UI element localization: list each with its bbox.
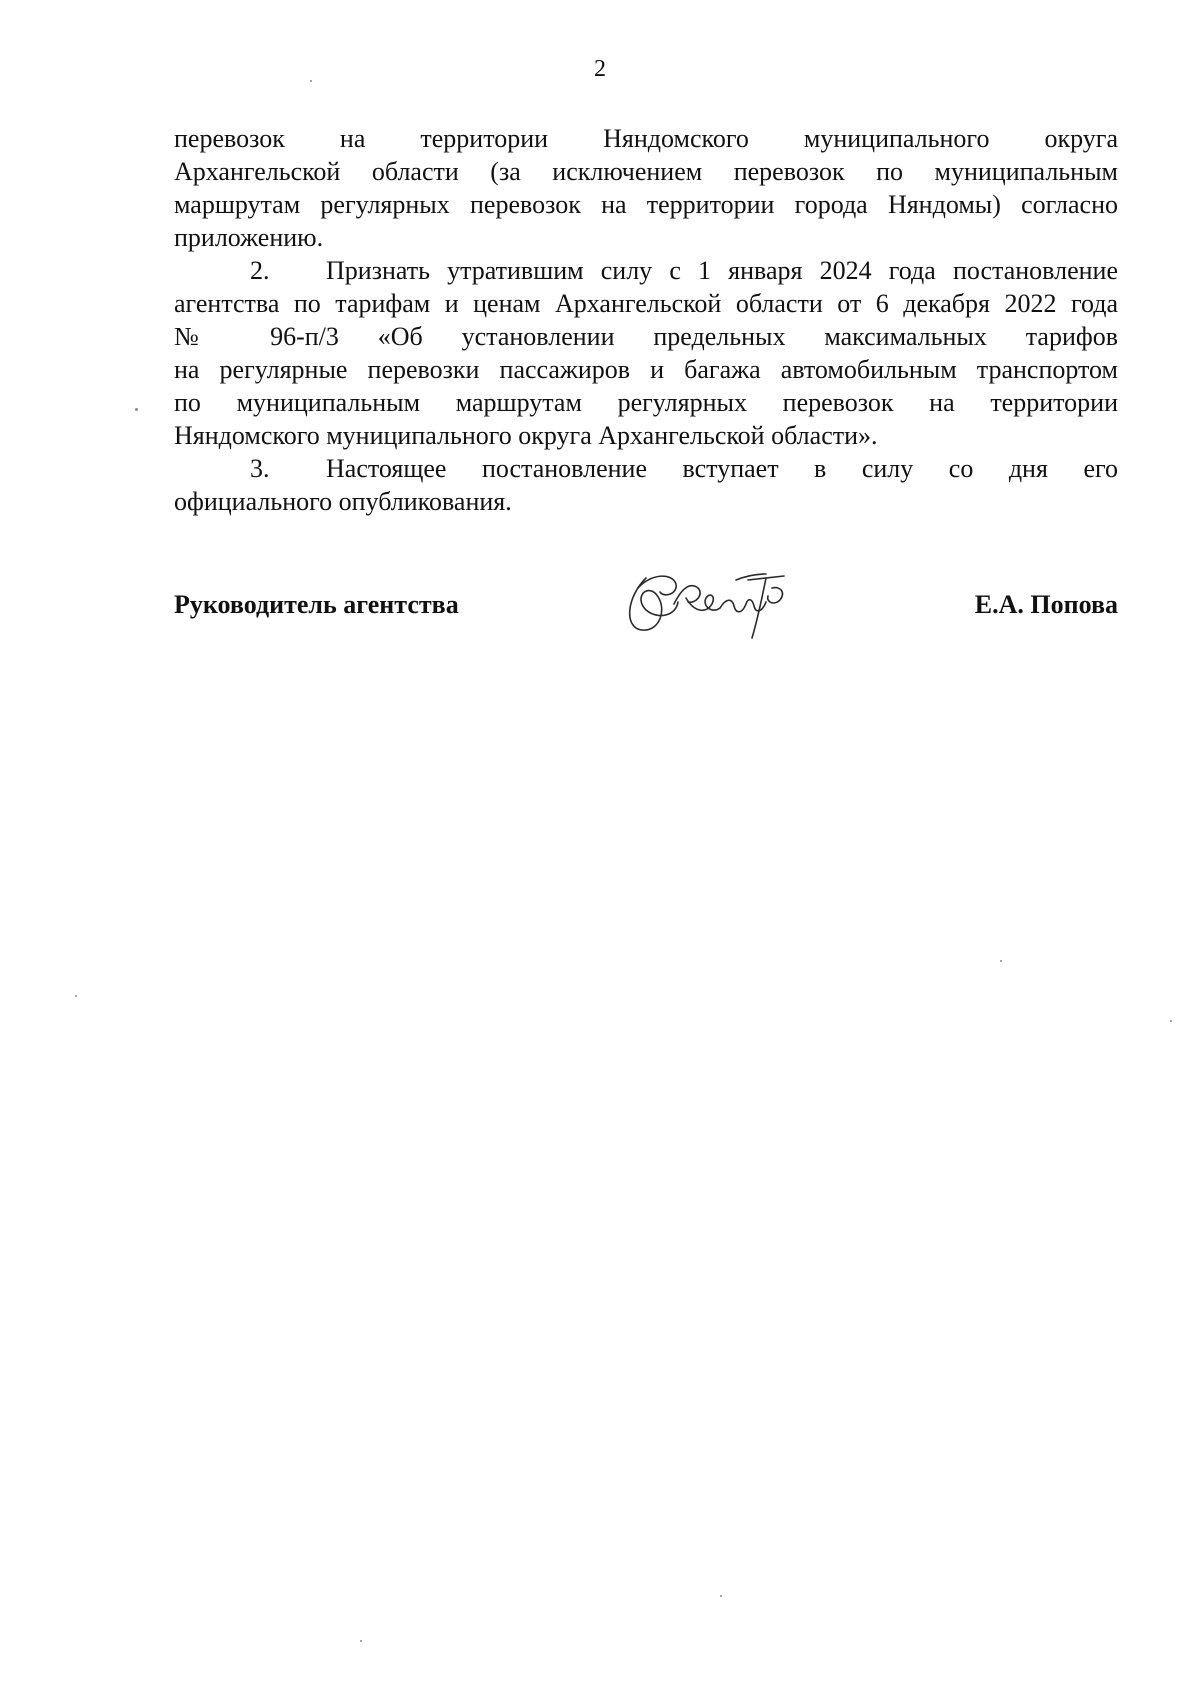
signature-block xyxy=(174,578,1118,658)
paragraph-item-3 xyxy=(174,452,1118,518)
text-line xyxy=(174,452,1118,485)
scan-speck xyxy=(1170,1020,1172,1022)
text-line-content: Настоящее постановление вступает в силу со дня его xyxy=(326,454,1118,483)
signer-title: Руководитель агентства xyxy=(174,590,459,619)
scan-speck xyxy=(135,408,138,411)
signer-name: Е.А. Попова xyxy=(974,590,1118,619)
text-line: официального опубликования. xyxy=(174,487,512,516)
handwritten-signature xyxy=(616,558,796,648)
text-line: агентства по тарифам и ценам Архангельской области от 6 декабря 2022 года xyxy=(174,289,1118,318)
scan-speck xyxy=(310,80,312,82)
text-line: перевозок на территории Няндомского муниципального округа xyxy=(174,124,1118,153)
text-line: № 96-п/3 «Об установлении предельных максимальных тарифов xyxy=(174,322,1118,351)
text-line xyxy=(174,254,1118,287)
scan-speck xyxy=(360,1640,362,1642)
text-line: на регулярные перевозки пассажиров и багажа автомобильным транспортом xyxy=(174,355,1118,384)
item-number: 3. xyxy=(250,454,270,483)
page-number: 2 xyxy=(594,56,606,82)
text-line: по муниципальным маршрутам регулярных перевозок на территории xyxy=(174,388,1118,417)
paragraph-item-2 xyxy=(174,254,1118,452)
text-line-content: Признать утратившим силу с 1 января 2024 года постановление xyxy=(326,256,1118,285)
text-line: маршрутам регулярных перевозок на территории города Няндомы) согласно xyxy=(174,190,1118,219)
scan-speck xyxy=(1000,960,1002,962)
paragraph-continuation xyxy=(174,122,1118,254)
text-line: Няндомского муниципального округа Архангельской области». xyxy=(174,421,878,450)
scan-speck xyxy=(75,995,77,997)
document-body xyxy=(174,122,1118,518)
scan-speck xyxy=(720,1595,722,1597)
text-line: приложению. xyxy=(174,223,324,252)
item-number: 2. xyxy=(250,256,270,285)
text-line: Архангельской области (за исключением перевозок по муниципальным xyxy=(174,157,1118,186)
